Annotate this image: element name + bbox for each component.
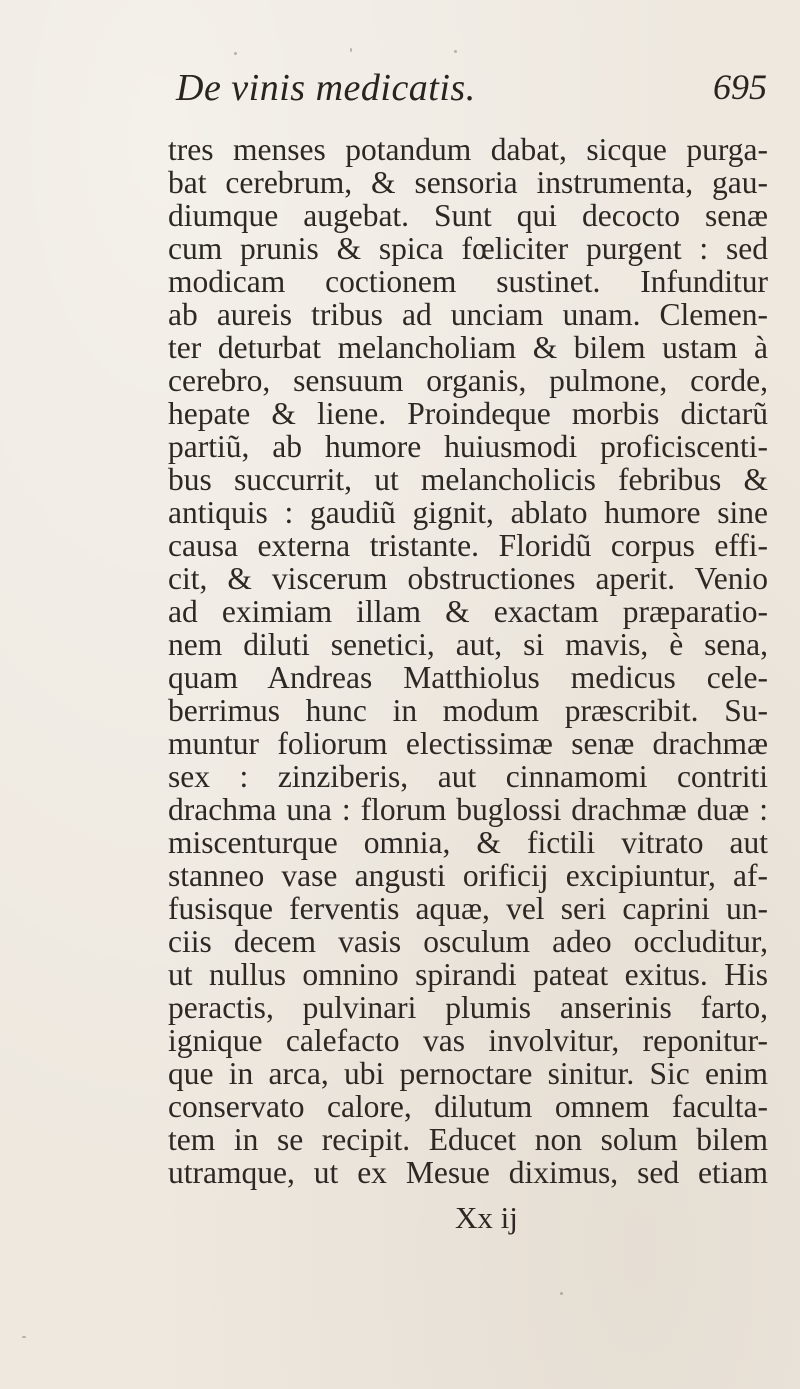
text-line: que in arca, ubi pernoctare sinitur. Sic enim: [168, 1056, 768, 1091]
text-line: miscenturque omnia, & fictili vitrato aut: [168, 825, 768, 860]
text-line: peractis, pulvinari plumis anserinis farto,: [168, 990, 768, 1025]
text-line: cit, & viscerum obstructiones aperit. Venio: [168, 561, 768, 596]
running-title: De vinis medicatis.: [176, 67, 476, 109]
ink-speck: [560, 1292, 563, 1295]
ink-speck: [234, 52, 237, 55]
text-line: partiũ, ab humore huiusmodi proficiscenti-: [168, 429, 768, 464]
text-line: ab aureis tribus ad unciam unam. Clemen-: [168, 297, 768, 332]
text-line: sex : zinziberis, aut cinnamomi contriti: [168, 759, 768, 794]
text-line: nem diluti senetici, aut, si mavis, è sena,: [168, 627, 768, 662]
text-line: bus succurrit, ut melancholicis febribus &: [168, 462, 768, 497]
text-line: muntur foliorum electissimæ senæ drachmæ: [168, 726, 768, 761]
text-line: fusisque ferventis aquæ, vel seri caprini un-: [168, 891, 768, 926]
text-line: cerebro, sensuum organis, pulmone, corde,: [168, 363, 768, 398]
text-line: ciis decem vasis osculum adeo occluditur,: [168, 924, 768, 959]
text-line: cum prunis & spica fœliciter purgent : sed: [168, 231, 768, 266]
text-line: causa externa tristante. Floridũ corpus effi-: [168, 528, 768, 563]
signature-mark: Xx ij: [455, 1200, 518, 1235]
text-line: bat cerebrum, & sensoria instrumenta, gau-: [168, 165, 768, 200]
text-line: stanneo vase angusti orificij excipiuntur, af-: [168, 858, 768, 893]
text-line: diumque augebat. Sunt qui decocto senæ: [168, 198, 768, 233]
page-header: [0, 58, 800, 118]
text-line: drachma una : florum buglossi drachmæ duæ :: [168, 792, 768, 827]
text-line: conservato calore, dilutum omnem faculta-: [168, 1089, 768, 1124]
text-line: ut nullus omnino spirandi pateat exitus. His: [168, 957, 768, 992]
text-line: tres menses potandum dabat, sicque purga-: [168, 132, 768, 167]
text-line: hepate & liene. Proindeque morbis dictarũ: [168, 396, 768, 431]
text-line: ter deturbat melancholiam & bilem ustam à: [168, 330, 768, 365]
text-line: quam Andreas Matthiolus medicus cele-: [168, 660, 768, 695]
text-line: ad eximiam illam & exactam præparatio-: [168, 594, 768, 629]
text-line: antiquis : gaudiũ gignit, ablato humore sine: [168, 495, 768, 530]
text-line: berrimus hunc in modum præscribit. Su-: [168, 693, 768, 728]
ink-speck: [454, 50, 457, 53]
text-line: ignique calefacto vas involvitur, reponitur-: [168, 1023, 768, 1058]
page-number: 695: [713, 67, 767, 107]
ink-speck: [22, 1336, 26, 1338]
text-line: tem in se recipit. Educet non solum bilem: [168, 1122, 768, 1157]
text-line: modicam coctionem sustinet. Infunditur: [168, 264, 768, 299]
ink-speck: [350, 48, 352, 52]
text-line: utramque, ut ex Mesue diximus, sed etiam: [168, 1155, 768, 1190]
